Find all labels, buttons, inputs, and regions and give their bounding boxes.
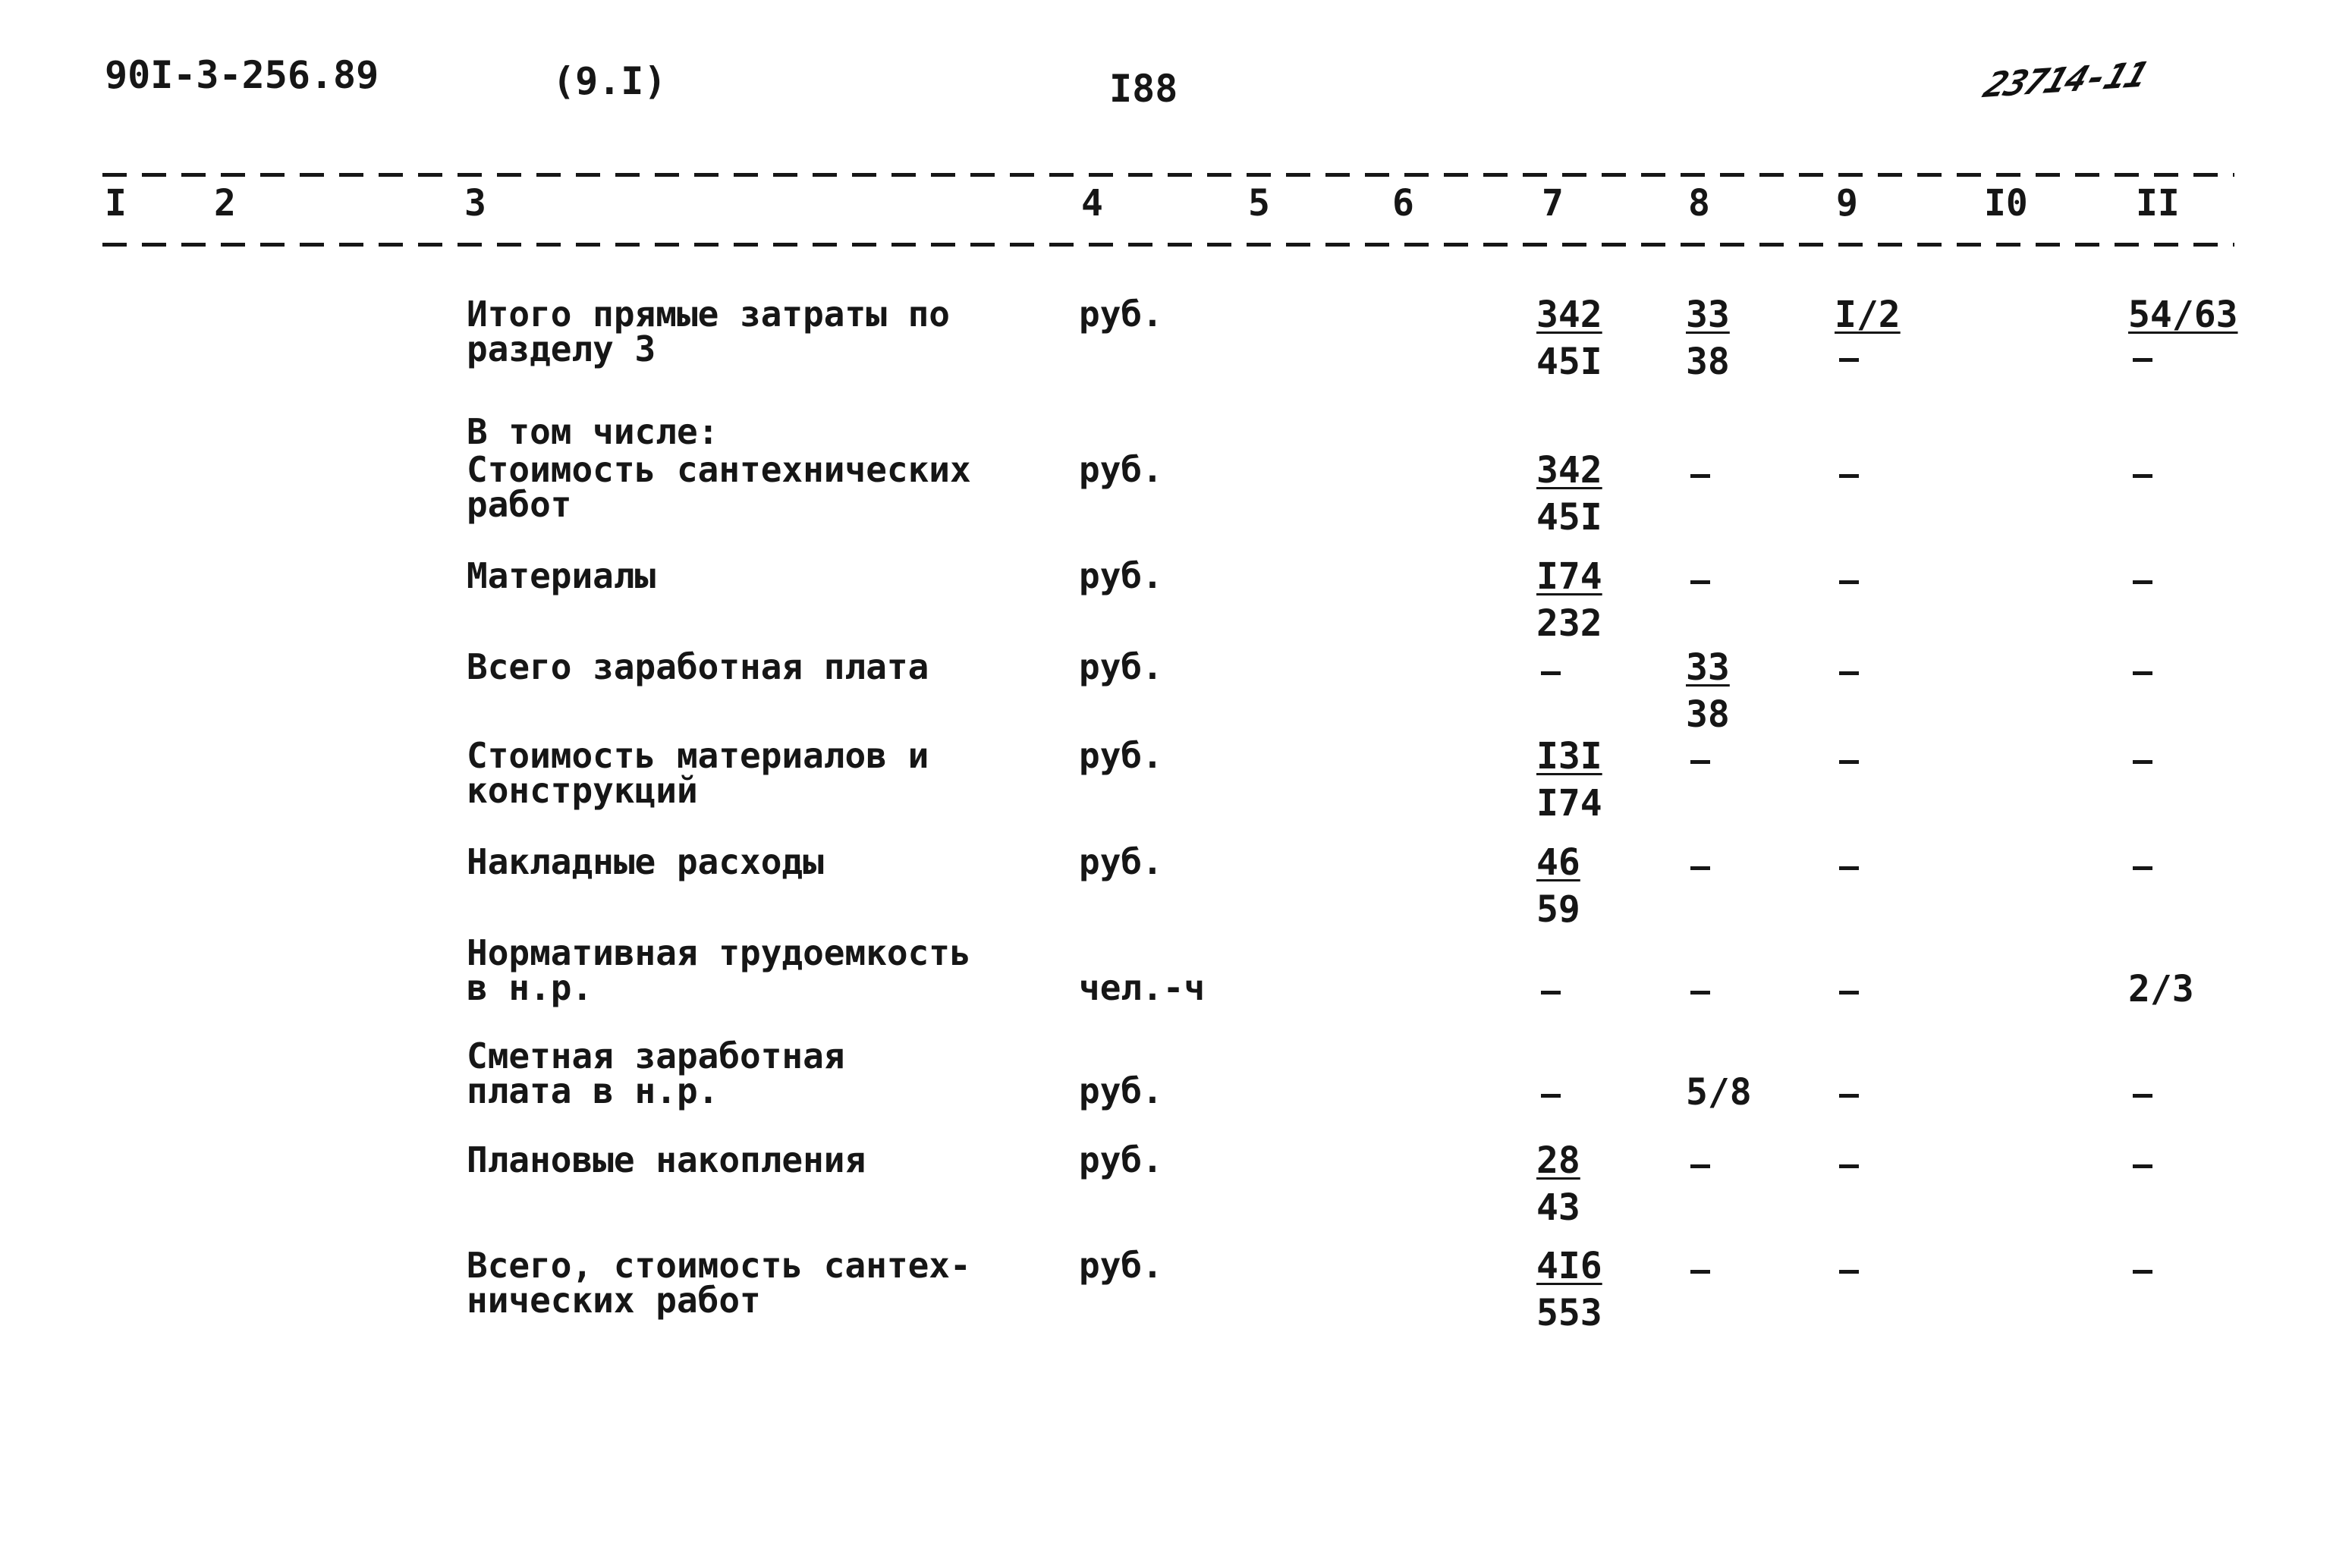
header-rule-top <box>102 173 2234 177</box>
fraction-c11 <box>2128 291 2238 385</box>
fraction-numerator: 342 <box>1536 449 1602 492</box>
row-label: Плановые накопления <box>467 1139 866 1180</box>
fraction-c8 <box>1686 291 1730 385</box>
fraction-denominator: 43 <box>1536 1186 1580 1229</box>
column-header-1: I <box>105 182 127 225</box>
empty-value-dash <box>1839 1270 1859 1274</box>
fraction-denominator: 232 <box>1536 602 1602 645</box>
section-reference: (9.I) <box>552 59 667 103</box>
row-label: Материалы <box>467 555 656 596</box>
row-label: работ <box>467 484 572 525</box>
fraction-c7 <box>1536 733 1602 827</box>
value-c11: 2/3 <box>2128 968 2194 1010</box>
row-label: нических работ <box>467 1280 761 1321</box>
fraction-denominator: 553 <box>1536 1292 1602 1334</box>
unit: руб. <box>1079 735 1163 776</box>
fraction-denominator: 38 <box>1686 693 1730 736</box>
empty-value-dash <box>2133 671 2152 675</box>
fraction-numerator: 4I6 <box>1536 1245 1602 1287</box>
fraction-numerator: 28 <box>1536 1139 1580 1182</box>
row-label: Всего, стоимость сантех- <box>467 1245 971 1286</box>
column-header-5: 5 <box>1248 182 1270 225</box>
fraction-numerator: 46 <box>1536 841 1580 884</box>
empty-value-dash <box>1541 1094 1561 1098</box>
fraction-c9 <box>1835 291 1901 385</box>
fraction-c8 <box>1686 644 1730 738</box>
column-header-7: 7 <box>1542 182 1564 225</box>
empty-value-dash <box>2133 580 2152 584</box>
fraction-numerator: 54/63 <box>2128 294 2238 336</box>
empty-value-dash <box>1839 671 1859 675</box>
fraction-c7 <box>1536 447 1602 541</box>
empty-value-dash <box>1839 1164 1859 1168</box>
fraction-c7 <box>1536 839 1580 933</box>
column-header-11: II <box>2136 182 2180 225</box>
column-header-2: 2 <box>214 182 236 225</box>
document-code: 90I-3-256.89 <box>105 53 379 97</box>
empty-value-dash <box>1839 580 1859 584</box>
empty-value-dash <box>1839 991 1859 995</box>
fraction-denominator: 38 <box>1686 341 1730 383</box>
value-c8: 5/8 <box>1686 1071 1752 1114</box>
fraction-numerator: I3I <box>1536 735 1602 778</box>
empty-value-dash <box>1839 1094 1859 1098</box>
row-label: Сметная заработная <box>467 1035 845 1076</box>
empty-value-dash <box>1541 991 1561 995</box>
row-label: Накладные расходы <box>467 841 824 882</box>
unit: руб. <box>1079 646 1163 687</box>
fraction-numerator: 342 <box>1536 294 1602 336</box>
unit: руб. <box>1079 1070 1163 1111</box>
unit: руб. <box>1079 1245 1163 1286</box>
empty-value-dash <box>2133 474 2152 478</box>
fraction-numerator: 33 <box>1686 646 1730 689</box>
fraction-numerator: I/2 <box>1835 294 1901 336</box>
fraction-c7 <box>1536 553 1602 647</box>
header-rule-bottom <box>102 243 2234 247</box>
column-header-3: 3 <box>464 182 486 225</box>
empty-value-dash <box>1839 760 1859 764</box>
row-label: Всего заработная плата <box>467 646 929 687</box>
unit: руб. <box>1079 449 1163 490</box>
row-label: в н.р. <box>467 967 593 1008</box>
fraction-denominator-dash <box>1835 338 1901 385</box>
unit: руб. <box>1079 1139 1163 1180</box>
empty-value-dash <box>2133 1270 2152 1274</box>
row-label: Нормативная трудоемкость <box>467 932 971 973</box>
row-label: В том числе: <box>467 411 719 452</box>
unit: руб. <box>1079 841 1163 882</box>
fraction-numerator: I74 <box>1536 555 1602 598</box>
column-header-8: 8 <box>1688 182 1710 225</box>
fraction-denominator: I74 <box>1536 782 1602 825</box>
row-label: конструкций <box>467 770 698 811</box>
row-label: Итого прямые затраты по <box>467 294 950 335</box>
unit: руб. <box>1079 555 1163 596</box>
empty-value-dash <box>2133 1094 2152 1098</box>
column-header-6: 6 <box>1392 182 1414 225</box>
row-label: плата в н.р. <box>467 1070 719 1111</box>
column-header-4: 4 <box>1081 182 1103 225</box>
empty-value-dash <box>1839 474 1859 478</box>
fraction-denominator-dash <box>2128 338 2238 385</box>
fraction-denominator: 59 <box>1536 888 1580 931</box>
empty-value-dash <box>1690 1270 1710 1274</box>
row-label: Стоимость материалов и <box>467 735 929 776</box>
empty-value-dash <box>1690 991 1710 995</box>
empty-value-dash <box>1690 474 1710 478</box>
page-number: I88 <box>1109 67 1178 111</box>
handwritten-stamp: 23714-11 <box>1979 53 2153 106</box>
row-label: Стоимость сантехнических <box>467 449 971 490</box>
fraction-c7 <box>1536 1137 1580 1231</box>
fraction-c7 <box>1536 1243 1602 1337</box>
fraction-numerator: 33 <box>1686 294 1730 336</box>
fraction-c7 <box>1536 291 1602 385</box>
row-label: разделу 3 <box>467 328 656 369</box>
fraction-denominator: 45I <box>1536 496 1602 539</box>
fraction-denominator: 45I <box>1536 341 1602 383</box>
unit: чел.-ч <box>1079 967 1206 1008</box>
empty-value-dash <box>1690 866 1710 870</box>
empty-value-dash <box>1690 580 1710 584</box>
empty-value-dash <box>2133 760 2152 764</box>
empty-value-dash <box>1690 760 1710 764</box>
empty-value-dash <box>1541 671 1561 675</box>
empty-value-dash <box>1690 1164 1710 1168</box>
empty-value-dash <box>2133 866 2152 870</box>
column-header-9: 9 <box>1836 182 1858 225</box>
empty-value-dash <box>2133 1164 2152 1168</box>
empty-value-dash <box>1839 866 1859 870</box>
unit: руб. <box>1079 294 1163 335</box>
column-header-10: I0 <box>1984 182 2028 225</box>
